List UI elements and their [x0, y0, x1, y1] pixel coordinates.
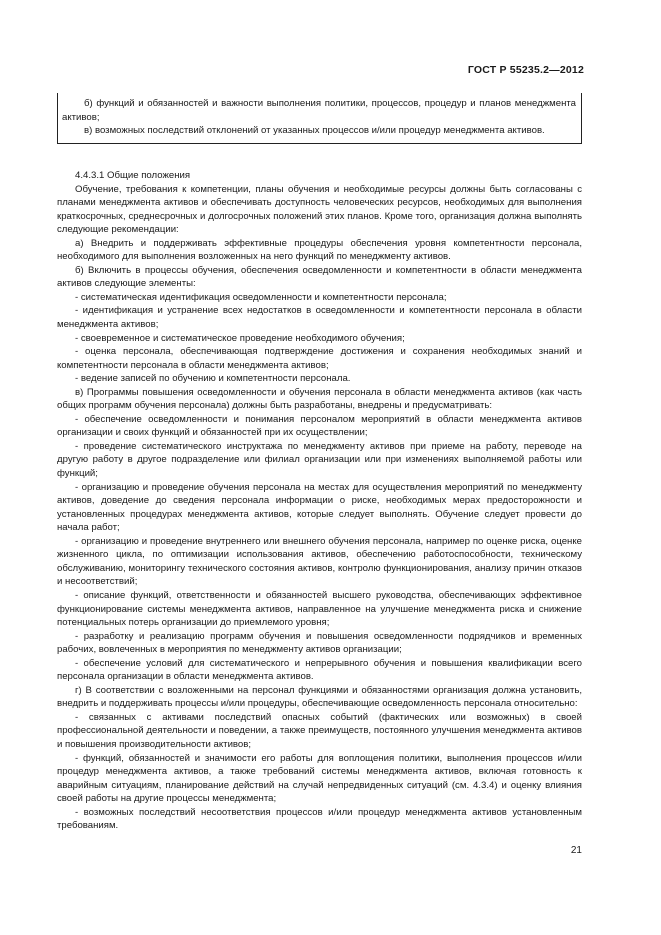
page-number: 21 [570, 845, 582, 856]
list-item: - обеспечение условий для систематического и непрерывного обучения и повышения квалификации всего персонала организации в области менеджмента активов. [57, 657, 582, 683]
list-item: - возможных последствий несоответствия процессов и/или процедур менеджмента активов установленным требованиям. [57, 806, 582, 832]
standard-header: ГОСТ Р 55235.2—2012 [467, 64, 584, 76]
list-item: - организацию и проведение обучения персонала на местах для осуществления мероприятий по менеджменту активов, доведение до сведения персонала информации о риске, необходимых мерах предосторожности и установленных процедурах менеджмента активов, которые следует выполнять. Обучение следует провести до начала работ; [57, 481, 582, 534]
paragraph: Обучение, требования к компетенции, планы обучения и необходимые ресурсы должны быть согласованы с планами менеджмента активов и обеспечивать доступность человеческих ресурсов, необходимых для выполнения краткосрочных, среднесрочных и долгосрочных положений этих планов. Кроме того, организация должна выполнять следующие рекомендации: [57, 183, 582, 236]
list-item: - ведение записей по обучению и компетентности персонала. [75, 373, 351, 385]
list-item: - своевременное и систематическое проведение необходимого обучения; [75, 332, 405, 344]
list-item: - связанных с активами последствий опасных событий (фактических или возможных) в своей профессиональной деятельности и поведении, а также преимуществ, постоянного улучшения менеджмента активов и повышения производительности активов; [57, 711, 582, 750]
list-item: - разработку и реализацию программ обучения и повышения осведомленности подрядчиков и временных рабочих, вовлеченных в мероприятия по менеджменту активов организации; [57, 630, 582, 656]
list-item: - оценка персонала, обеспечивающая подтверждение достижения и сохранения необходимых знаний и компетентности персонала в области менеджмента активов; [57, 346, 582, 371]
section-content [57, 169, 582, 833]
boxed-paragraph-b: б) функций и обязанностей и важности выполнения политики, процессов, процедур и планов менеджмента активов; [62, 98, 576, 123]
list-item: - функций, обязанностей и значимости его работы для воплощения политики, выполнения процессов и/или процедур менеджмента активов, а также требований системы менеджмента активов, включая готовность к аварийным ситуациям, планирование действий на случай непредвиденных ситуаций (см. 4.3.4) и оценку влияния своей работы на другие процессы менеджмента; [57, 752, 582, 805]
list-item: - организацию и проведение внутреннего или внешнего обучения персонала, например по оценке риска, оценке жизненного цикла, по оптимизации использования активов, обеспечению работоспособности, техническому обслуживанию, мониторингу технического состояния активов, контролю функционирования, анализу причин отказов и несоответствий; [57, 535, 582, 588]
paragraph: а) Внедрить и поддерживать эффективные процедуры обеспечения уровня компетентности персонала, необходимого для выполнения возложенных на него функций по менеджменту активов. [57, 237, 582, 263]
list-item: - идентификация и устранение всех недостатков в осведомленности и компетентности персонала в области менеджмента активов; [57, 305, 582, 331]
list-item: - проведение систематического инструктажа по менеджменту активов при приеме на работу, переводе на другую работу в другое подразделение или филиал организации или при изменениях выполняемой работы или функций; [57, 440, 582, 480]
list-item: - обеспечение осведомленности и понимания персоналом мероприятий в области менеджмента активов организации и своих функций и обязанностей при их осуществлении; [57, 413, 582, 439]
section-title: 4.4.3.1 Общие положения [75, 170, 191, 181]
boxed-continuation [57, 93, 582, 144]
paragraph: б) Включить в процессы обучения, обеспечения осведомленности и компетентности в области менеджмента активов следующие элементы: [57, 264, 582, 290]
list-item: - описание функций, ответственности и обязанностей высшего руководства, обеспечивающих эффективное функционирование системы менеджмента активов, направленное на улучшение менеджмента риска и снижение потенциальных потерь организации до приемлемого уровня; [57, 589, 582, 629]
list-item: - систематическая идентификация осведомленности и компетентности персонала; [75, 291, 447, 303]
boxed-paragraph-v: в) возможных последствий отклонений от указанных процессов и/или процедур менеджмента активов. [84, 125, 545, 137]
paragraph: г) В соответствии с возложенными на персонал функциями и обязанностями организация должна установить, внедрить и поддерживать процессы и/или процедуры, обеспечивающие осведомленность персонала относительно: [57, 684, 582, 710]
paragraph: в) Программы повышения осведомленности и обучения персонала в области менеджмента активов (как часть общих программ обучения персонала) должны быть разработаны, внедрены и предусматривать: [57, 386, 582, 412]
